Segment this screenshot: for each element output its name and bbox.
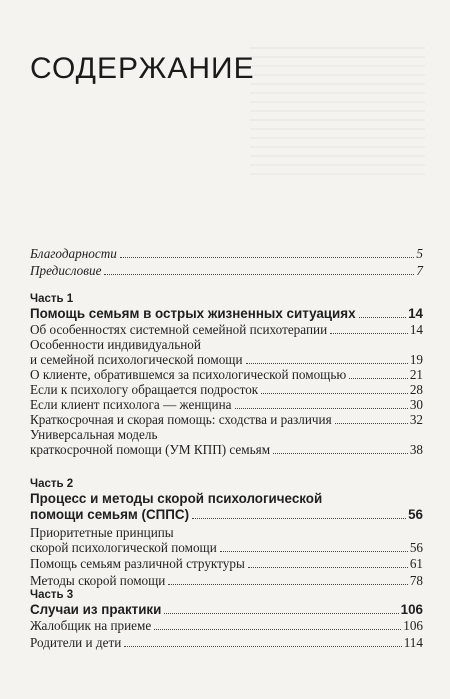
toc-entry[interactable]: Благодарности 5 <box>30 246 423 261</box>
toc-entry[interactable]: Предисловие 7 <box>30 263 423 278</box>
part-2 <box>30 477 423 588</box>
part-label: Часть 1 <box>30 293 74 305</box>
section-heading[interactable]: Случаи из практики 106 <box>30 602 423 617</box>
part-1 <box>30 292 423 457</box>
toc-entry-line: Универсальная модель <box>30 427 158 442</box>
front-matter <box>30 246 423 278</box>
page-title: СОДЕРЖАНИЕ <box>30 52 255 85</box>
toc-entry[interactable]: Если к психологу обращается подросток 28 <box>30 382 423 397</box>
toc-entry[interactable]: Помощь семьям различной структуры 61 <box>30 556 423 571</box>
toc-entry[interactable]: Об особенностях системной семейной психотерапии 14 <box>30 322 423 337</box>
toc-entry[interactable]: Жалобщик на приеме 106 <box>30 618 423 633</box>
section-heading[interactable]: помощи семьям (СППС) 56 <box>30 507 423 522</box>
part-3 <box>30 588 423 650</box>
toc-entry[interactable]: и семейной психологической помощи 19 <box>30 352 423 367</box>
toc-entry-line: Приоритетные принципы <box>30 525 174 540</box>
bleed-through-text <box>250 40 425 180</box>
part-label: Часть 3 <box>30 589 74 601</box>
toc-entry[interactable]: Если клиент психолога — женщина 30 <box>30 397 423 412</box>
toc-entry[interactable]: Родители и дети 114 <box>30 635 423 650</box>
toc-entry[interactable]: краткосрочной помощи (УМ КПП) семьям 38 <box>30 442 423 457</box>
section-heading-line: Процесс и методы скорой психологической <box>30 491 323 506</box>
toc-entry[interactable]: Методы скорой помощи 78 <box>30 573 423 588</box>
part-label: Часть 2 <box>30 478 74 490</box>
toc-entry-line: Особенности индивидуальной <box>30 337 201 352</box>
section-heading[interactable]: Помощь семьям в острых жизненных ситуациях 14 <box>30 306 423 321</box>
toc-entry[interactable]: скорой психологической помощи 56 <box>30 540 423 555</box>
toc-entry[interactable]: Краткосрочная и скорая помощь: сходства и различия 32 <box>30 412 423 427</box>
toc-entry[interactable]: О клиенте, обратившемся за психологической помощью 21 <box>30 367 423 382</box>
